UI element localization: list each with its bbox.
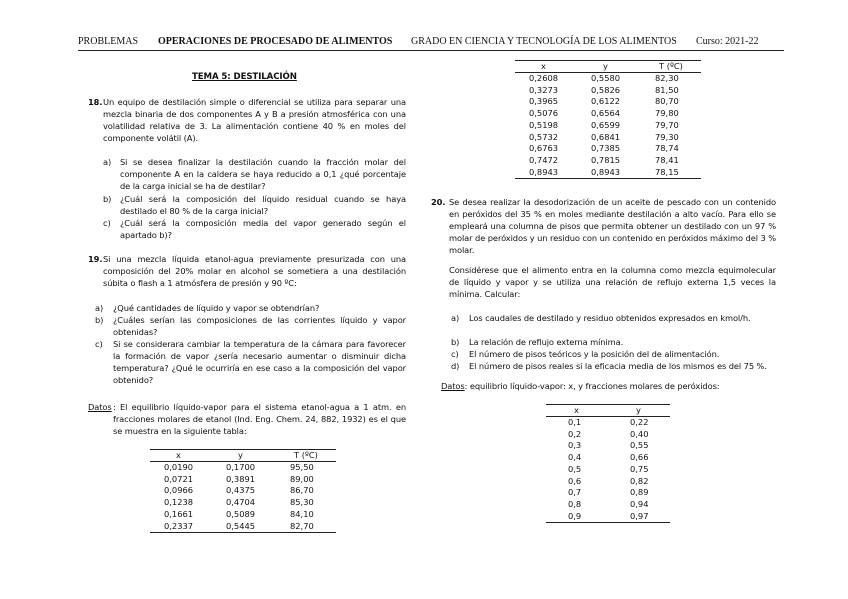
table-cell: 0,5076 [529,108,559,119]
table-cell: 0,5 [568,463,582,474]
item-label: b) [95,315,104,325]
column-header: y [212,450,274,462]
table-row [515,96,701,108]
table-cell: 86,70 [290,485,314,496]
table-cell: 0,22 [630,417,649,427]
table-cell: 0,1238 [164,497,194,508]
page-header [78,36,784,50]
table-cell: 84,10 [290,508,314,519]
problem-20-paragraph-2: Considérese que el alimento entra en la columna como mezcla equimolecular de líquido y vapor y se utiliza una relación de reflujo externa 1,5 veces la mínima. Calcular: [449,265,776,299]
table-cell: 0,7815 [591,154,621,165]
table-cell: 79,80 [655,108,679,119]
item-text: ¿Cuál será la composición del líquido residual cuando se haya destilado el 80 % de la carga inicial? [120,194,406,216]
item-text: Los caudales de destilado y residuo obtenidos expresados en kmol/h. [469,313,751,323]
table-cell: 0,7385 [591,143,621,154]
ethanol-water-table-part2 [515,60,701,179]
table-cell: 0,3273 [529,84,559,95]
item-label: a) [95,303,104,313]
table-cell: 79,70 [655,119,679,130]
table-cell: 78,15 [639,167,701,179]
table-row [150,509,336,521]
table-cell: 0,3891 [226,473,256,484]
problem-number: 20. [431,197,446,207]
table-cell: 82,30 [655,73,679,83]
table-cell: 0,8 [568,498,582,509]
column-header: y [608,405,670,417]
table-cell: 0,1661 [164,508,194,519]
table-cell: 0,3 [568,440,582,451]
table-cell: 0,8943 [577,167,639,179]
item-text: Si se desea finalizar la destilación cuando la fracción molar del componente A en la caldera se haya reducido a 0,1 ¿qué porcentaje de la carga inicial se ha de destilar? [120,157,406,191]
table-cell: 0,7472 [529,154,559,165]
table-row [515,155,701,167]
column-header: T (ºC) [274,450,336,462]
table-cell: 0,2337 [150,521,212,533]
header-year: Curso: 2021-22 [696,36,759,47]
item-label: d) [451,361,460,371]
table-row [546,487,670,499]
table-cell: 78,41 [655,154,679,165]
table-cell: 0,5445 [212,521,274,533]
table-cell: 0,89 [630,487,649,498]
table-cell: 0,9 [546,511,608,523]
table-cell: 0,1700 [226,462,256,472]
table-cell: 0,7 [568,487,582,498]
table-cell: 89,00 [290,473,314,484]
table-cell: 0,4 [568,452,582,463]
table-cell: 0,8943 [515,167,577,179]
item-text: ¿Qué cantidades de líquido y vapor se obtendrían? [113,303,320,313]
item-text: El número de pisos teóricos y la posición del de alimentación. [469,349,720,359]
table-cell: 0,75 [630,463,649,474]
item-text: La relación de reflujo externa mínima. [469,337,624,347]
table-row [150,474,336,486]
peroxide-equilibrium-table [546,404,670,523]
item-text: ¿Cuáles serían las composiciones de las corrientes líquido y vapor obtenidas? [113,315,406,337]
table-cell: 0,4375 [226,485,256,496]
table-cell: 0,5732 [529,131,559,142]
item-label: b) [451,337,460,347]
table-cell: 0,82 [630,475,649,486]
table-cell: 95,50 [290,462,314,472]
table-cell: 0,5198 [529,119,559,130]
table-cell: 0,55 [630,440,649,451]
column-header: T (ºC) [639,61,701,73]
item-label: c) [95,339,103,349]
table-cell: 0,94 [630,498,649,509]
table-cell: 78,74 [655,143,679,154]
item-label: c) [451,349,459,359]
data-label: Datos [441,381,465,391]
table-row [515,120,701,132]
table-row [515,167,701,179]
table-row [150,462,336,474]
table-cell: 0,66 [630,452,649,463]
data-description: : equilibrio líquido-vapor: x, y fracciones molares de peróxidos: [464,381,720,391]
table-row [515,143,701,155]
table-cell: 82,70 [274,521,336,533]
table-cell: 0,5089 [226,508,256,519]
table-cell: 0,2 [568,428,582,439]
table-cell: 0,6122 [591,96,621,107]
table-row [515,108,701,120]
column-header: x [546,405,608,417]
table-cell: 0,0721 [164,473,194,484]
ethanol-water-table-part1 [150,449,336,533]
table-cell: 81,50 [655,84,679,95]
table-row [515,85,701,97]
header-course-title: OPERACIONES DE PROCESADO DE ALIMENTOS [158,36,393,47]
problem-statement: Se desea realizar la desodorización de un aceite de pescado con un contenido en peróxidos del 35 % en moles mediante destilación a alto vacío. Para ello se empleará una columna de pisos que permita obtener un destilado con un 97 % molar de peróxidos y un residuo con un contenido en peróxidos máximo del 3 % molar. [449,197,776,255]
table-row [546,499,670,511]
table-cell: 0,0966 [164,485,194,496]
table-cell: 0,1 [568,417,582,427]
table-cell: 0,3965 [529,96,559,107]
table-row [515,132,701,144]
problem-number: 19. [88,254,103,264]
table-cell: 0,40 [630,428,649,439]
table-cell: 0,6841 [591,131,621,142]
header-degree: GRADO EN CIENCIA Y TECNOLOGÍA DE LOS ALIMENTOS [411,36,677,47]
item-text: ¿Cuál será la composición media del vapor generado según el apartado b)? [120,218,406,240]
table-cell: 0,0190 [164,462,194,472]
item-label: a) [451,313,460,323]
table-cell: 79,30 [655,131,679,142]
problem-statement: Si una mezcla líquida etanol-agua previamente presurizada con una composición del 20% molar en alcohol se sometiera a una destilación súbita o flash a 1 atmósfera de presión y 90 ºC: [103,254,406,288]
table-cell: 80,70 [655,96,679,107]
problem-statement: Un equipo de destilación simple o diferencial se utiliza para separar una mezcla binaria de dos componentes A y B a presión atmosférica con una volatilidad relativa de 3. La alimentación contiene 40 % en moles del componente volátil (A). [103,97,406,143]
table-cell: 0,6564 [591,108,621,119]
table-row [546,511,670,523]
data-description: : El equilibrio líquido-vapor para el sistema etanol-agua a 1 atm. en fracciones molares de etanol (Ind. Eng. Chem. 24, 882, 1932) es el que se muestra en la siguiente tabla: [113,402,406,436]
item-text: Si se considerara cambiar la temperatura de la cámara para favorecer la formación de vapor ¿sería necesario aumentar o disminuir dicha temperatura? ¿Qué le ocurriría en ese caso a la composición del vapor obtenido? [113,339,406,385]
topic-title: TEMA 5: DESTILACIÓN [192,72,297,82]
table-cell: 0,97 [608,511,670,523]
header-section-label: PROBLEMAS [78,36,139,47]
table-cell: 0,2608 [529,73,559,83]
table-row [150,497,336,509]
column-header: x [515,61,577,73]
table-cell: 0,5826 [591,84,621,95]
item-label: a) [103,157,112,167]
header-divider [78,50,784,51]
table-row [515,73,701,85]
table-cell: 0,6 [568,475,582,486]
table-row [546,417,670,429]
item-label: b) [103,194,112,204]
table-row [150,521,336,533]
item-text: El número de pisos reales si la eficacia media de los mismos es del 75 %. [469,361,767,371]
column-header: y [577,61,639,73]
table-cell: 0,4704 [226,497,256,508]
table-row [546,440,670,452]
table-row [546,452,670,464]
problem-20-data [441,380,776,392]
column-header: x [150,450,212,462]
table-row [546,464,670,476]
item-label: c) [103,218,111,228]
problem-number: 18. [88,97,103,107]
table-cell: 0,6763 [529,143,559,154]
table-cell: 0,5580 [591,73,621,83]
table-cell: 85,30 [290,497,314,508]
table-row [546,476,670,488]
table-row [546,429,670,441]
table-row [150,485,336,497]
table-cell: 0,6599 [591,119,621,130]
data-label: Datos [88,402,112,412]
